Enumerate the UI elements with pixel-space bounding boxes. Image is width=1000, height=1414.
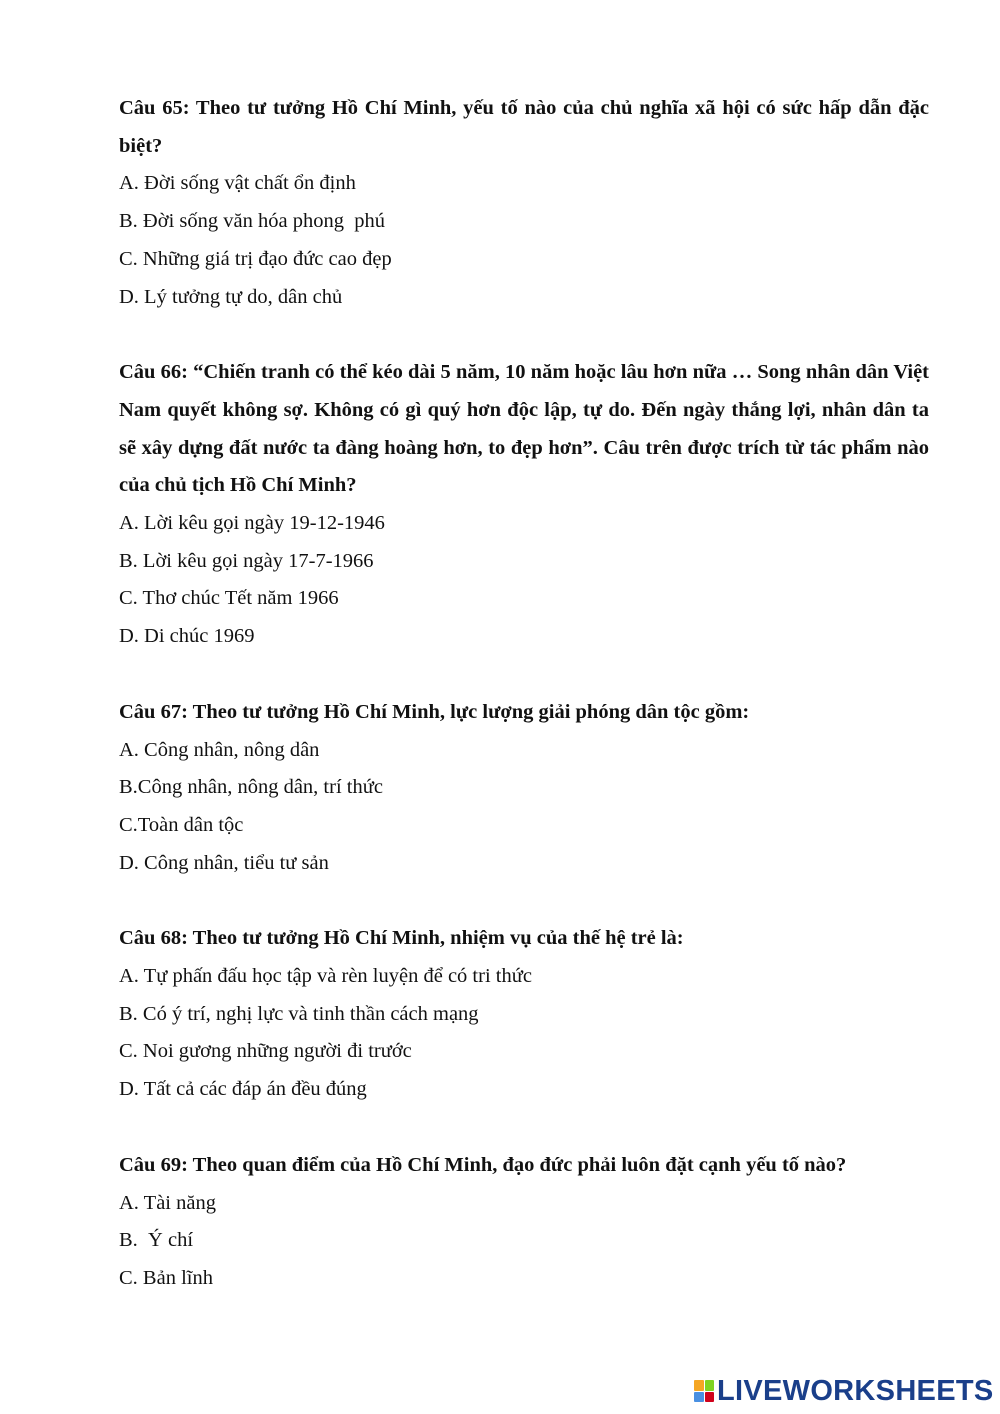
option-d[interactable]: D. Công nhân, tiểu tư sản — [119, 851, 329, 874]
option-d[interactable]: D. Lý tưởng tự do, dân chủ — [119, 285, 343, 308]
option-b[interactable]: B. Lời kêu gọi ngày 17-7-1966 — [119, 549, 374, 572]
question-65 — [119, 90, 929, 316]
liveworksheets-logo[interactable] — [694, 1375, 994, 1407]
brand-name: LIVEWORKSHEETS — [717, 1374, 994, 1407]
option-a[interactable]: A. Công nhân, nông dân — [119, 738, 320, 761]
option-a[interactable]: A. Lời kêu gọi ngày 19-12-1946 — [119, 512, 385, 535]
option-d[interactable]: D. Tất cả các đáp án đều đúng — [119, 1078, 367, 1101]
spacer — [119, 882, 929, 920]
question-text: Câu 67: Theo tư tưởng Hồ Chí Minh, lực lượng giải phóng dân tộc gồm: — [119, 700, 750, 723]
option-a[interactable]: A. Tự phấn đấu học tập và rèn luyện để có tri thức — [119, 965, 532, 988]
option-c[interactable]: C.Toàn dân tộc — [119, 813, 244, 836]
liveworksheets-logo-icon — [694, 1380, 714, 1402]
option-c[interactable]: C. Noi gương những người đi trước — [119, 1040, 412, 1063]
question-67 — [119, 694, 929, 883]
question-69 — [119, 1147, 929, 1298]
question-66 — [119, 354, 929, 656]
option-b[interactable]: B.Công nhân, nông dân, trí thức — [119, 776, 383, 799]
question-text: Câu 65: Theo tư tưởng Hồ Chí Minh, yếu tố nào của chủ nghĩa xã hội có sức hấp dẫn đặc biệt? — [119, 97, 929, 157]
option-c[interactable]: C. Bản lĩnh — [119, 1266, 213, 1289]
spacer — [119, 656, 929, 694]
logo-square-4 — [705, 1392, 715, 1403]
spacer — [119, 1109, 929, 1147]
question-text: Câu 69: Theo quan điểm của Hồ Chí Minh, đạo đức phải luôn đặt cạnh yếu tố nào? — [119, 1153, 847, 1176]
option-c[interactable]: C. Những giá trị đạo đức cao đẹp — [119, 247, 392, 270]
option-d[interactable]: D. Di chúc 1969 — [119, 625, 255, 648]
logo-square-1 — [694, 1380, 704, 1391]
option-a[interactable]: A. Tài năng — [119, 1191, 216, 1214]
question-text: Câu 66: “Chiến tranh có thể kéo dài 5 năm, 10 năm hoặc lâu hơn nữa … Song nhân dân Việt Nam quyết không sợ. Không có gì quý hơn độc lập, tự do. Đến ngày thắng lợi, nhân dân ta sẽ xây dựng đất nước ta đàng hoàng hơn, to đẹp hơn”. Câu trên được trích từ tác phẩm nào của chủ tịch Hồ Chí Minh? — [119, 361, 929, 497]
option-b[interactable]: B. Có ý trí, nghị lực và tinh thần cách mạng — [119, 1002, 479, 1025]
worksheet-page — [119, 90, 929, 1298]
logo-square-2 — [705, 1380, 715, 1391]
question-68 — [119, 920, 929, 1109]
option-b[interactable]: B. Ý chí — [119, 1229, 194, 1252]
option-c[interactable]: C. Thơ chúc Tết năm 1966 — [119, 587, 339, 610]
spacer — [119, 316, 929, 354]
option-a[interactable]: A. Đời sống vật chất ổn định — [119, 172, 356, 195]
question-text: Câu 68: Theo tư tưởng Hồ Chí Minh, nhiệm vụ của thế hệ trẻ là: — [119, 927, 684, 950]
logo-square-3 — [694, 1392, 704, 1403]
option-b[interactable]: B. Đời sống văn hóa phong phú — [119, 210, 385, 233]
